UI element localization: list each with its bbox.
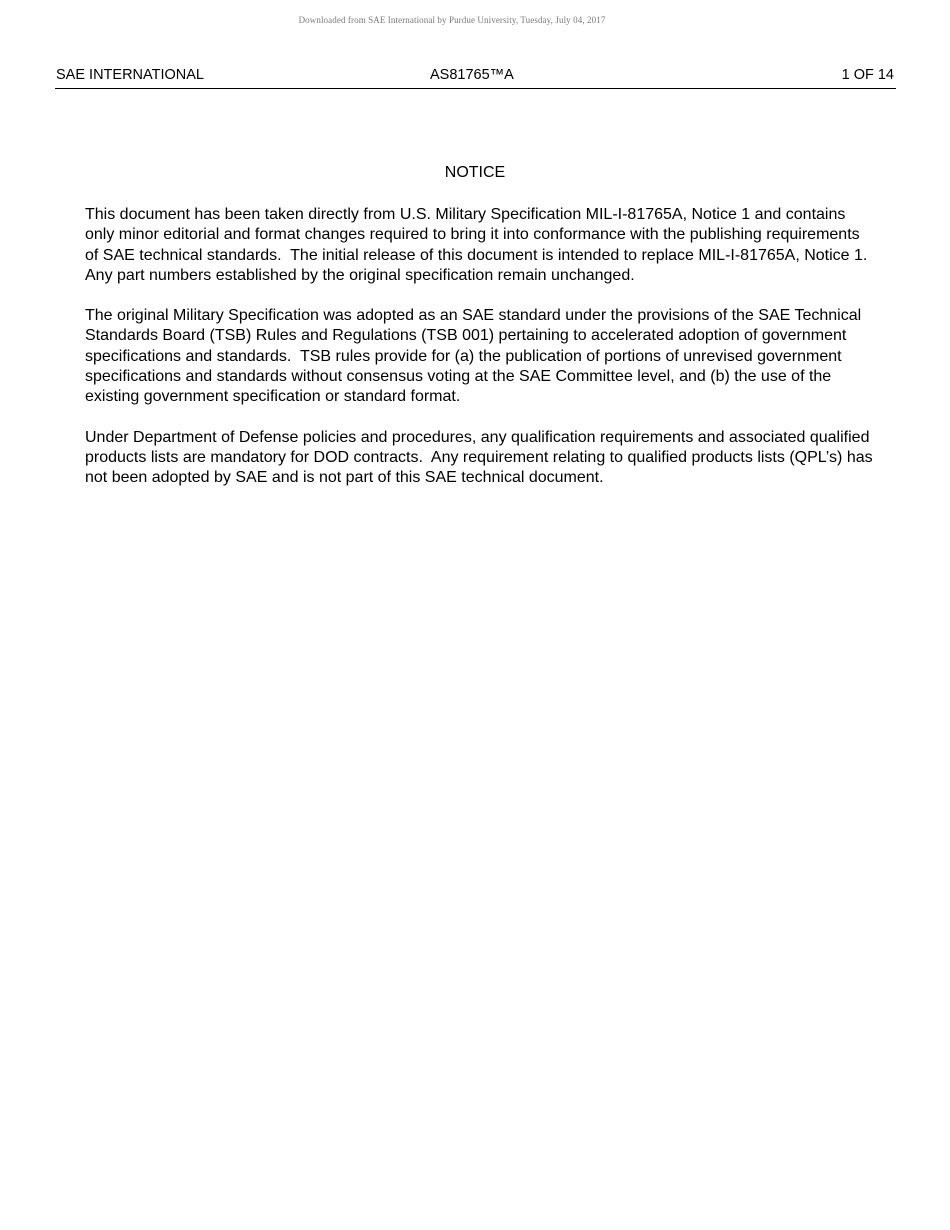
running-header — [55, 66, 896, 89]
header-page-number: 1 OF 14 — [841, 67, 894, 83]
notice-paragraph: This document has been taken directly from U.S. Military Specification MIL-I-81765A, Notice 1 and contains only minor editorial and format changes required to bring it into conformance with the publishing requirements of SAE technical standards. The initial release of this document is intended to replace MIL-I-81765A, Notice 1. Any part numbers established by the original specification remain unchanged. — [85, 206, 876, 284]
header-organization: SAE INTERNATIONAL — [56, 67, 204, 83]
notice-paragraph: Under Department of Defense policies and procedures, any qualification requirements and associated qualified products lists are mandatory for DOD contracts. Any requirement relating to qualified products lists (QPL’s) has not been adopted by SAE and is not part of this SAE technical document. — [85, 428, 878, 487]
notice-paragraph: The original Military Specification was adopted as an SAE standard under the provisions of the SAE Technical Standards Board (TSB) Rules and Regulations (TSB 001) pertaining to accelerated adoption of government specifications and standards. TSB rules provide for (a) the publication of portions of unrevised government specifications and standards without consensus voting at the SAE Committee level, and (b) the use of the existing government specification or standard format. — [85, 307, 866, 406]
notice-body — [85, 205, 878, 509]
header-document-number: AS81765™A — [430, 67, 514, 83]
download-watermark: Downloaded from SAE International by Purdue University, Tuesday, July 04, 2017 — [298, 15, 606, 25]
notice-title: NOTICE — [444, 164, 506, 181]
